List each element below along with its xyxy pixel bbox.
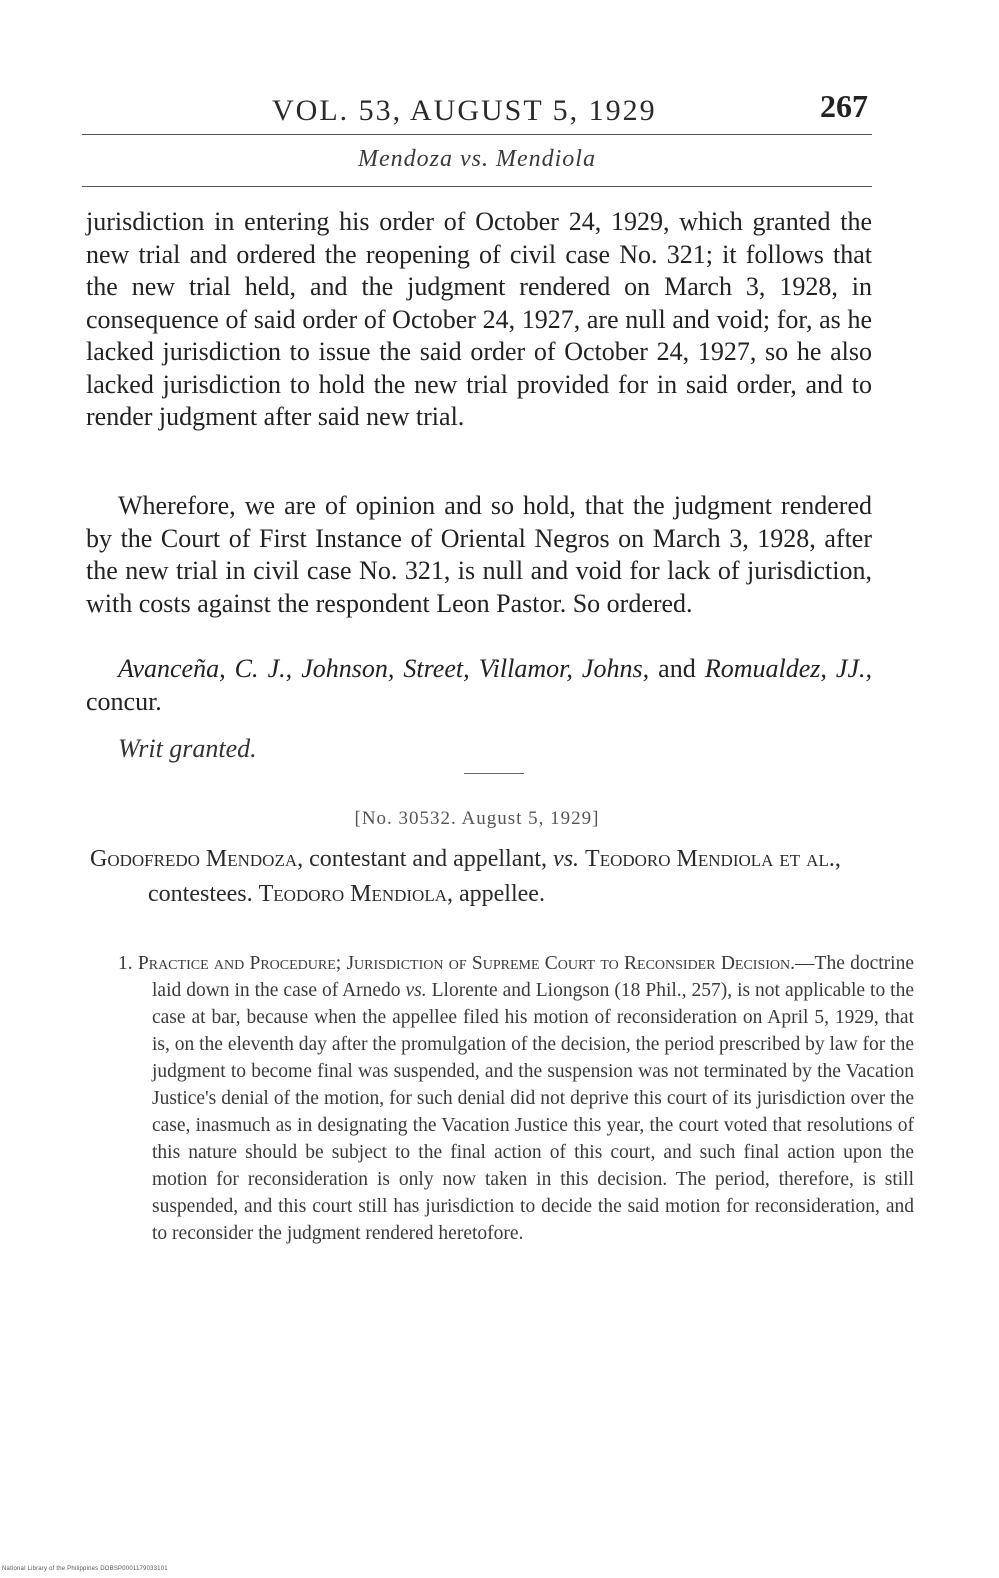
case-title: Mendoza vs. Mendiola bbox=[358, 146, 596, 172]
disposition: Writ granted. bbox=[118, 734, 257, 763]
syllabus-vs: vs. bbox=[405, 980, 427, 1001]
syllabus-text-1: —The doctrine laid down in the case of Arnedo bbox=[152, 953, 914, 1001]
party-1-name: Godofredo Mendoza bbox=[90, 846, 298, 872]
syllabus-number: 1. bbox=[118, 953, 133, 974]
syllabus-heading: Practice and Procedure; Jurisdiction of Supreme Court to Reconsider Decision. bbox=[137, 953, 796, 974]
versus-label: vs. bbox=[553, 846, 580, 872]
header-rule-bottom bbox=[82, 186, 872, 187]
case-parties bbox=[90, 842, 930, 912]
docket-number: [No. 30532. August 5, 1929] bbox=[354, 808, 600, 829]
concurring-justices-2: Romualdez, JJ., bbox=[704, 654, 873, 683]
party-2-name: Teodoro Mendiola et al. bbox=[585, 846, 835, 872]
party-2-role: , contestees. bbox=[148, 846, 841, 907]
opinion-paragraph-2-text: Wherefore, we are of opinion and so hold, that the judgment rendered by the Court of First Instance of Oriental Negros on March 3, 1928, after the new trial in civil case No. 321, is null and void for lack of jurisdiction, with costs against the respondent Leon Pastor. So ordered. bbox=[86, 491, 872, 618]
syllabus-text-2: Llorente and Liongson (18 Phil., 257), is not applicable to the case at bar, because when the appellee filed his motion of reconsideration on April 5, 1929, that is, on the eleventh day after the promulgation of the decision, the period prescribed by law for the judgment to become final was suspended, and the suspension was not terminated by the Vacation Justice's denial of the motion, for such denial did not deprive this court of its jurisdiction over the case, inasmuch as in designating the Vacation Justice this year, the court voted that resolutions of this nature should be subject to the final action of this court, and such final action upon the motion for reconsideration is only now taken in this decision. The period, therefore, is still suspended, and this court still has jurisdiction to decide the said motion for reconsideration, and to reconsider the judgment rendered heretofore. bbox=[152, 980, 914, 1244]
party-3-name: Teodoro Mendiola bbox=[258, 881, 447, 907]
concurring-justices: Avanceña, C. J., Johnson, Street, Villamor, Johns, bbox=[118, 654, 650, 683]
concurrence-line bbox=[86, 653, 872, 718]
concurring-tail: concur. bbox=[86, 686, 162, 716]
concurring-and: and bbox=[658, 654, 696, 683]
section-divider bbox=[464, 773, 524, 774]
syllabus-entry bbox=[118, 950, 914, 1247]
running-head bbox=[82, 86, 872, 136]
volume-title: VOL. 53, AUGUST 5, 1929 bbox=[272, 94, 657, 127]
opinion-paragraph-2 bbox=[86, 490, 872, 620]
header-rule-top bbox=[82, 134, 872, 135]
party-1-role: , contestant and appellant, bbox=[297, 846, 554, 872]
page-number: 267 bbox=[820, 88, 868, 124]
party-3-role: , appellee. bbox=[447, 881, 545, 907]
opinion-paragraph-1 bbox=[86, 206, 872, 434]
opinion-paragraph-1-text: jurisdiction in entering his order of October 24, 1929, which granted the new trial and ordered the reopening of civil case No. 321; it follows that the new trial held, and the judgment rendered on March 3, 1928, in consequence of said order of October 24, 1927, are null and void; for, as he lacked jurisdiction to issue the said order of October 24, 1927, so he also lacked jurisdiction to hold the new trial provided for in said order, and to render judgment after said new trial. bbox=[86, 207, 872, 431]
scan-footer: National Library of the Philippines DOBSP0001179033101 bbox=[2, 1566, 168, 1572]
